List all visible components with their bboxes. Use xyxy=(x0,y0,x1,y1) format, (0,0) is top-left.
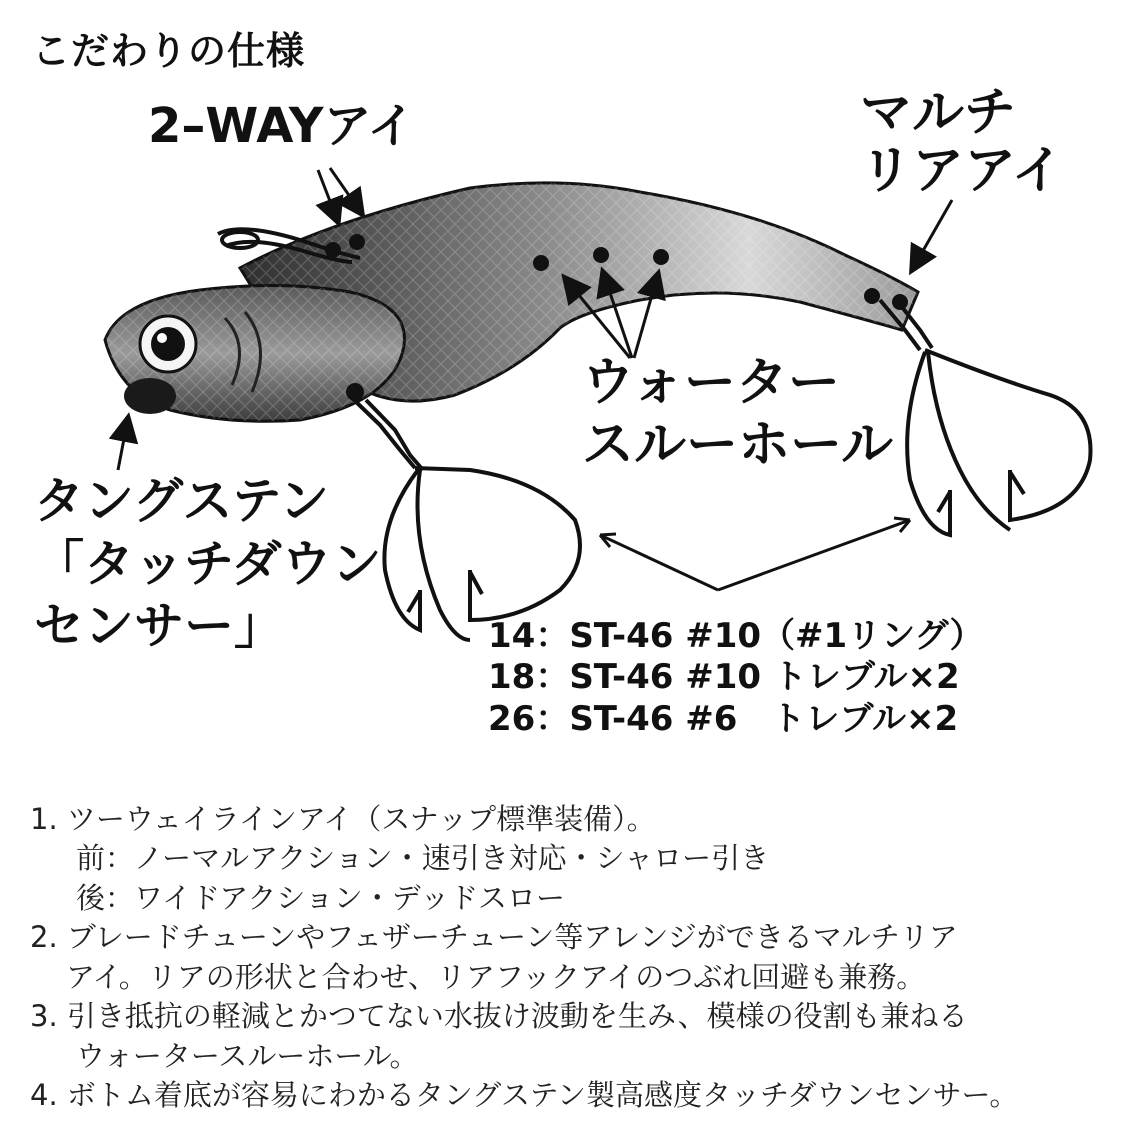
multi-rear-eye-label xyxy=(860,84,1063,200)
tungsten-sensor-line-2: 「タッチダウン xyxy=(34,534,382,593)
note-2: 2. ブレードチューンやフェザーチューン等アレンジができるマルチリア xyxy=(30,920,958,955)
spec-line-18: 18：ST-46 #10 トレブル×2 xyxy=(488,657,960,698)
feature-notes xyxy=(30,800,1018,1116)
multi-rear-eye-line-1: マルチ xyxy=(860,83,1017,143)
note-1-rear: 後：ワイドアクション・デッドスロー xyxy=(76,880,565,915)
tungsten-sensor-label xyxy=(34,470,382,658)
note-4: 4. ボトム着底が容易にわかるタングステン製高感度タッチダウンセンサー。 xyxy=(30,1078,1019,1113)
tungsten-weight xyxy=(124,378,176,414)
two-way-eye-label: 2–WAYアイ xyxy=(148,98,416,154)
page-title: こだわりの仕様 xyxy=(32,29,306,73)
tungsten-sensor-line-1: タングステン xyxy=(34,472,329,530)
water-through-hole-line-2: スルーホール xyxy=(582,415,893,476)
lure-eye xyxy=(140,316,196,372)
note-1: 1. ツーウェイラインアイ（スナップ標準装備）。 xyxy=(30,802,656,836)
spec-line-14: 14：ST-46 #10（#1リング） xyxy=(488,616,984,656)
hook-specs xyxy=(488,616,984,740)
multi-rear-eye-line-2: リアアイ xyxy=(860,141,1064,202)
note-1-front: 前：ノーマルアクション・速引き対応・シャロー引き xyxy=(76,841,770,876)
water-through-hole-line-1: ウォーター xyxy=(582,353,840,413)
note-2-cont: アイ。リアの形状と合わせ、リアフックアイのつぶれ回避も兼務。 xyxy=(66,959,926,994)
front-treble-hook xyxy=(348,385,580,640)
spec-line-26: 26：ST-46 #6 トレブル×2 xyxy=(488,698,959,739)
water-through-hole-label xyxy=(582,352,893,477)
rear-treble-hook xyxy=(880,298,1091,535)
tungsten-sensor-line-3: センサー」 xyxy=(34,597,284,655)
note-3-cont: ウォータースルーホール。 xyxy=(76,1038,419,1073)
note-3: 3. 引き抵抗の軽減とかつてない水抜け波動を生み、模様の役割も兼ねる xyxy=(30,999,968,1034)
